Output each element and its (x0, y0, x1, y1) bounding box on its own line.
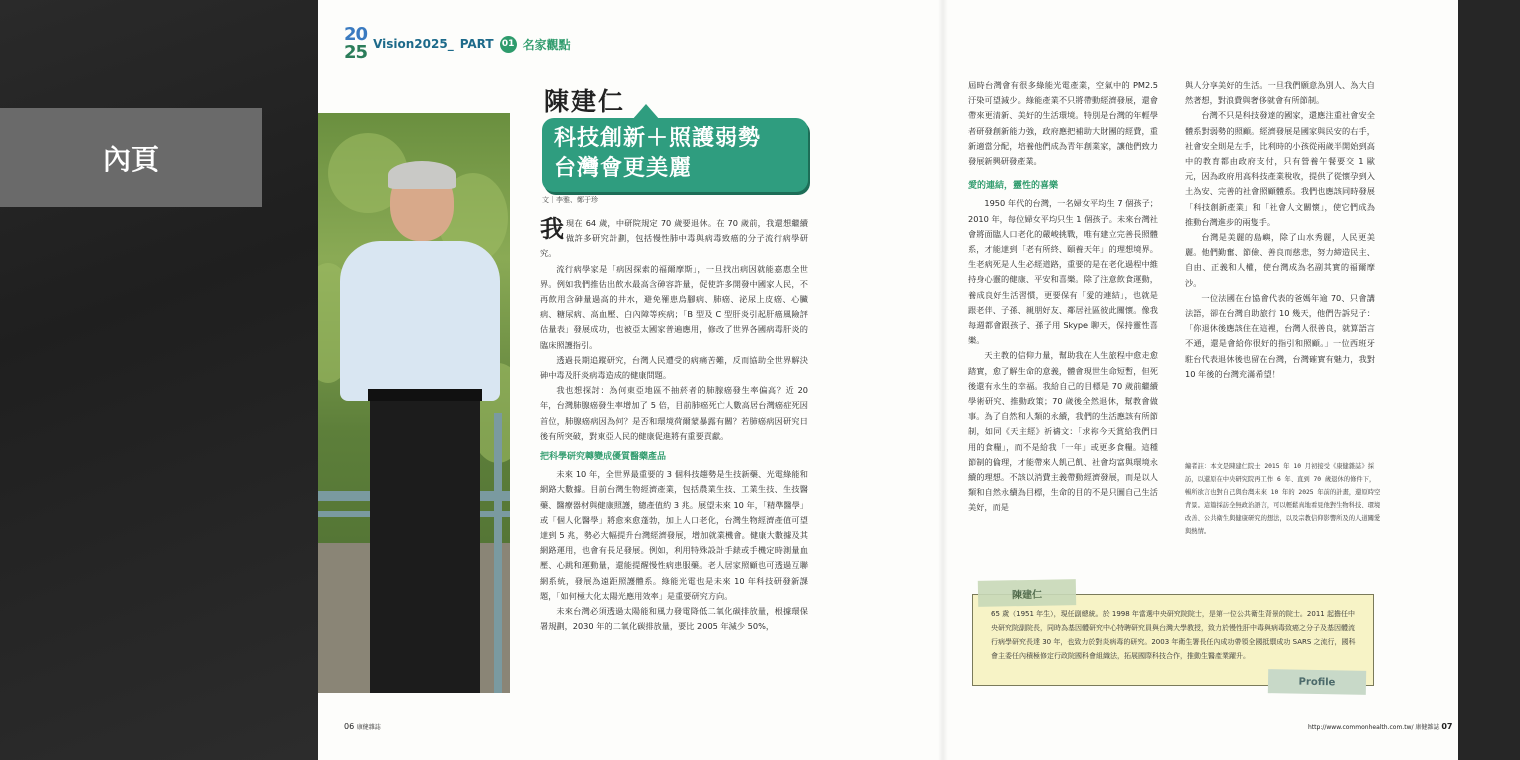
editor-note: 編者註：本文是陳建仁院士 2015 年 10 月初接受《康健雜誌》採訪，以還原在中央研究院再工作 6 年、直到 70 歲退休的條件下，暢所欲言也對自己與台灣未來 10 年的 2025 年前的計畫，還原時空背景。這篇採訪全無政治語言，可以輕鬆真地看見他對生物科技、環境改善、公共衛生與健康研究的想法，以及宗教信仰影響所及的人道關愛與熱情。 (1185, 463, 1381, 535)
paragraph: 透過長期追蹤研究，台灣人民遭受的病痛苦難，反而協助全世界解決砷中毒及肝炎病毒造成的健康問題。 (540, 354, 808, 381)
headline-bubble (542, 118, 808, 192)
subheading: 愛的連結，靈性的喜樂 (968, 181, 1059, 192)
article-column-2 (968, 78, 1158, 516)
part-text: PART (459, 37, 494, 51)
profile-text: 65 歲（1951 年生），現任副總統。於 1998 年當選中央研究院院士，是第一位公共衛生背景的院士。2011 起擔任中央研究院副院長，同時為基因體研究中心特聘研究員與台灣大學教授，致力於慢性肝中毒與病毒致癌之分子及基因體流行病學研究長達 30 年，也致力於對炎病毒的研究。2003 年衛生署長任內成功帶領全國抵禦成功 SARS 之流行，國科會主委任內積極修定行政院國科會組織法，拓展國際科技合作，推動生醫產業躍升。 (991, 610, 1356, 660)
paragraph: 台灣是美麗的島嶼，除了山水秀麗，人民更美麗。他們勤奮、節儉、善良而慈悲，努力締造民主、自由、正義和人權，使台灣成為名副其實的福爾摩沙。 (1185, 232, 1375, 288)
profile-title: 陳建仁 (978, 579, 1076, 607)
section-title: 名家觀點 (522, 37, 571, 52)
spread-gutter (938, 0, 948, 760)
profile-tag: Profile (1268, 669, 1366, 695)
paragraph: 台灣不只是科技發達的國家，還應注重社會安全體系對弱勢的照顧。經濟發展是國家與民安的右手，社會安全則是左手，比利時的小孩從兩歲半開始到高中的教育都由政府支付，只有營養午餐要交 1 歐元，因為政府用高科技產業稅收，提供了從懷孕到入土為安、完善的社會照顧體系。我們也應該同時發展「科技創新產業」和「社會人文關懷」，使它們成為推動台灣進步的兩隻手。 (1185, 110, 1375, 227)
part-number-badge: 01 (500, 36, 517, 53)
folio-right: http://www.commonhealth.com.tw/ 康健雜誌 07 (1308, 722, 1453, 731)
vision-text: Vision2025_ (373, 37, 454, 51)
paragraph: 一位法國在台協會代表的爸媽年逾 70、只會講法語，卻在台灣自助旅行 10 幾天，他們告訴兒子：「你退休後應該住在這裡，台灣人很善良，就算語言不通，還是會給你很好的指引和照顧。」一位西班牙駐台代表退休後也留在台灣，台灣確實有魅力，我對 10 年後的台灣充滿希望！ (1185, 292, 1375, 379)
paragraph: 現在 64 歲，中研院規定 70 歲要退休。在 70 歲前，我還想繼續做許多研究計劃，包括慢性肺中毒與病毒致癌的分子流行病學研究。 (540, 218, 808, 259)
paragraph: 屆時台灣會有很多綠能光電產業，空氣中的 PM2.5 汙染可望減少。綠能產業不只將帶動經濟發展，還會帶來更清新、美好的生活環境。特別是台灣的年輕學者研發創新能力強，政府應把補助大財團的經費，重新適當分配，培養他們成為青年創業家，讓他們致力發展新興研發產業。 (968, 80, 1158, 167)
background-right (1458, 0, 1520, 760)
magazine-spread (318, 0, 1458, 760)
page-type-label: 內頁 (0, 108, 262, 207)
byline: 文｜李雅、鄭于珍 (542, 196, 598, 204)
dropcap: 我 (540, 215, 564, 243)
portrait-photo (318, 113, 510, 693)
folio-left: 06 康健雜誌 (344, 722, 381, 731)
paragraph: 天主教的信仰力量，幫助我在人生旅程中愈走愈踏實，愈了解生命的意義，體會現世生命短暫，但死後還有永生的幸福。我給自己的目標是 70 歲前繼續學術研究、推動政策；70 歲後全然退休，幫教會做事。為了自然和人類的永續，我們的生活應該有所節制，如同《天主經》祈禱文：「求祢今天賞給我們日用的食糧」，而不是給我「一年」或更多食糧。這種節制的倫理，才能帶來人飢己飢、社會均富與環境永續的理想。不該以消費主義帶動經濟發展，而是以人類和自然永續為目標，生命的目的不是只圖自己生活美好，而是 (968, 350, 1158, 513)
paragraph: 與人分享美好的生活。一旦我們願意為別人、為大自然著想，對浪費與奢侈就會有所節制。 (1185, 80, 1375, 106)
paragraph: 未來 10 年，全世界最重要的 3 個科技趨勢是生技新藥、光電綠能和網路大數據。目前台灣生物經濟產業，包括農業生技、工業生技、生技醫藥、醫療器材與健康照護，總產值約 3 兆。展望未來 10 年，「精準醫學」或「個人化醫學」將愈來愈蓬勃，加上人口老化，台灣生物經濟產值可望達到 5 兆，勢必大幅提升台灣經濟發展，增加就業機會。健康大數據及其網路運用，也會有長足發展。例如，利用特殊設計手錶或手機定時測量血壓、心跳和運動量，還能提醒慢性病患服藥。老人居家照顧也可透過互聯網系統，發展為遠距照護體系。綠能光電也是未來 10 年科技研發新課題，「如何極大化太陽光應用效率」是重要研究方向。 (540, 469, 808, 601)
section-header (344, 26, 571, 62)
article-column-3 (1185, 78, 1375, 382)
paragraph: 流行病學家是「病因探索的福爾摩斯」，一旦找出病因就能嘉惠全世界。例如我們推估出飲水最高含砷容許量，促使許多開發中國家人民，不再飲用含砷量過高的井水，避免罹患烏腳病、肺癌、泌尿上皮癌、心臟病、糖尿病、高血壓、白內障等疾病；「B 型及 C 型肝炎引起肝癌風險評估量表」發展成功，也被亞太國家普遍應用，修改了世界各國病毒肝炎的臨床照護指引。 (540, 263, 808, 350)
subheading: 把科學研究轉變成優質醫藥產品 (540, 452, 667, 463)
paragraph: 1950 年代的台灣，一名婦女平均生 7 個孩子；2010 年，每位婦女平均只生 1 個孩子。未來台灣社會將面臨人口老化的嚴峻挑戰，唯有建立完善長照體系，才能達到「老有所終、頤養天年」的理想境界。生老病死是人生必經道路，重要的是在老化過程中維持身心靈的健康、平安和喜樂。除了注意飲食運動，養成良好生活習慣，更要保有「愛的連結」，也就是跟老伴、子孫、親朋好友、鄰居社區彼此關懷。像我每週都會跟孩子、孫子用 Skype 聊天，保持靈性喜樂。 (968, 198, 1158, 346)
paragraph: 我也想探討：為何東亞地區不抽菸者的肺腺癌發生率偏高？近 20 年，台灣肺腺癌發生率增加了 5 倍，目前肺癌死亡人數高居台灣癌症死因首位，肺腺癌病因為何？是否和環境荷爾蒙暴露有關？若肺癌病因研究日後有所突破，對東亞人民的健康促進將有重要貢獻。 (540, 385, 808, 441)
vision-logo: 20 25 (344, 24, 368, 63)
headline-line-1: 科技創新＋照護弱勢 (554, 126, 762, 151)
article-name: 陳建仁 (544, 87, 626, 116)
headline-line-2: 台灣會更美麗 (554, 156, 693, 181)
paragraph: 未來台灣必須透過太陽能和風力發電降低二氧化碳排放量，根據環保署規劃，2030 年的二氧化碳排放量，要比 2005 年減少 50%， (540, 606, 808, 632)
article-column-1 (540, 216, 808, 634)
